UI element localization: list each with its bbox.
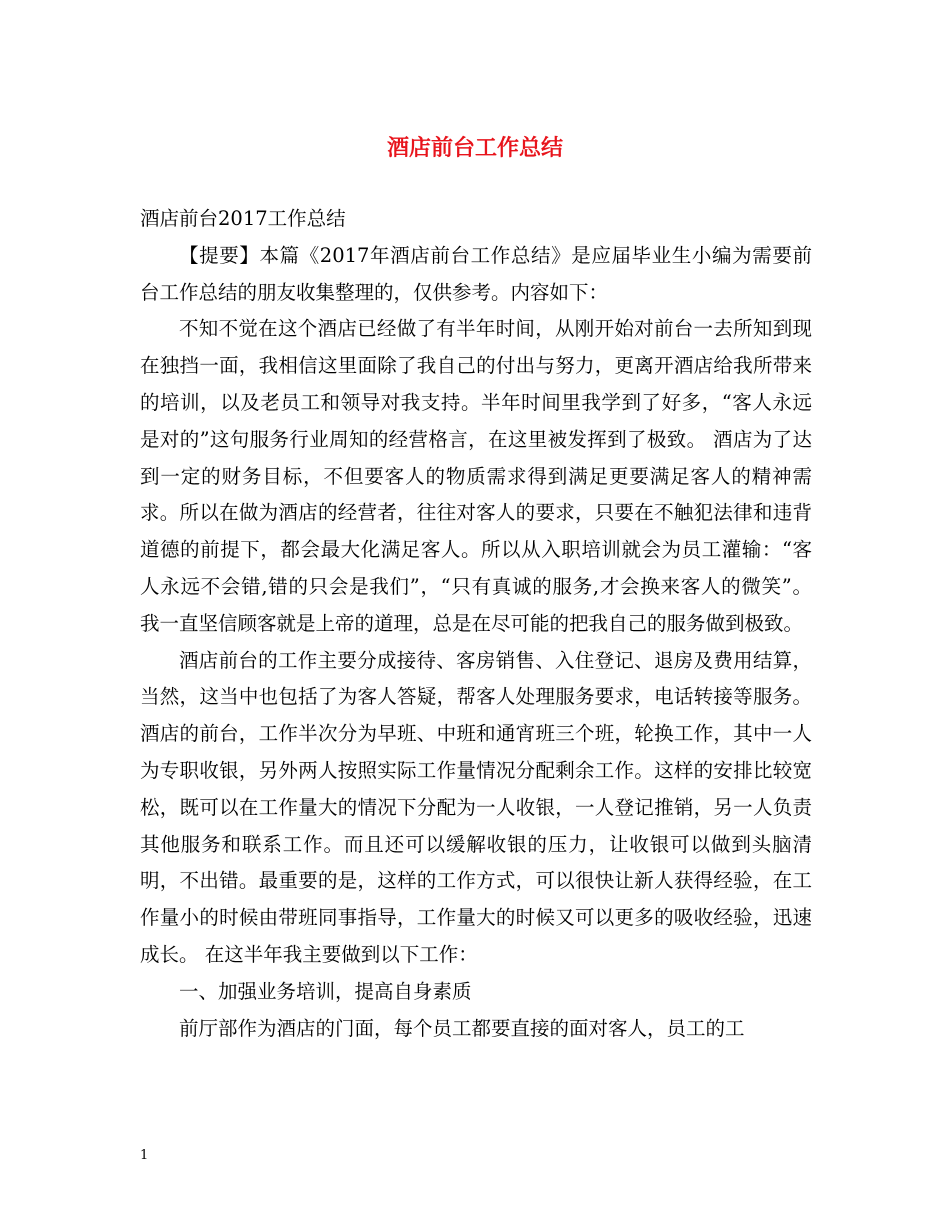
document-body [140, 201, 812, 1047]
paragraph-summary: 【提要】本篇《2017年酒店前台工作总结》是应届毕业生小编为需要前台工作总结的朋友收集整理的，仅供参考。内容如下： [140, 243, 812, 304]
paragraph-duties: 酒店前台的工作主要分成接待、客房销售、入住登记、退房及费用结算，当然，这当中也包括了为客人答疑，帮客人处理服务要求，电话转接等服务。酒店的前台，工作半次分为早班、中班和通宵班三个班，轮换工作，其中一人为专职收银，另外两人按照实际工作量情况分配剩余工作。这样的安排比较宽松，既可以在工作量大的情况下分配为一人收银，一人登记推销，另一人负责其他服务和联系工作。而且还可以缓解收银的压力，让收银可以做到头脑清明，不出错。最重要的是，这样的工作方式，可以很快让新人获得经验，在工作量小的时候由带班同事指导，工作量大的时候又可以更多的吸收经验，迅速成长。 在这半年我主要做到以下工作： [140, 648, 812, 966]
section-heading-training: 一、加强业务培训，提高自身素质 [179, 979, 472, 1003]
document-subtitle: 酒店前台2017工作总结 [140, 207, 346, 230]
paragraph-front-office: 前厅部作为酒店的门面，每个员工都要直接的面对客人，员工的工 [179, 1016, 745, 1040]
paragraph-intro: 不知不觉在这个酒店已经做了有半年时间，从刚开始对前台一去所知到现在独挡一面，我相信这里面除了我自己的付出与努力，更离开酒店给我所带来的培训，以及老员工和领导对我支持。半年时间里我学到了好多，“客人永远是对的”这句服务行业周知的经营格言，在这里被发挥到了极致。 酒店为了达到一定的财务目标，不但要客人的物质需求得到满足更要满足客人的精神需求。所以在做为酒店的经营者，往往对客人的要求，只要在不触犯法律和违背道德的前提下，都会最大化满足客人。所以从入职培训就会为员工灌输：“客人永远不会错,错的只会是我们”，“只有真诚的服务,才会换来客人的微笑”。 我一直坚信顾客就是上帝的道理，总是在尽可能的把我自己的服务做到极致。 [140, 317, 812, 635]
document-title: 酒店前台工作总结 [386, 135, 563, 161]
page-number: 1 [140, 1148, 149, 1163]
